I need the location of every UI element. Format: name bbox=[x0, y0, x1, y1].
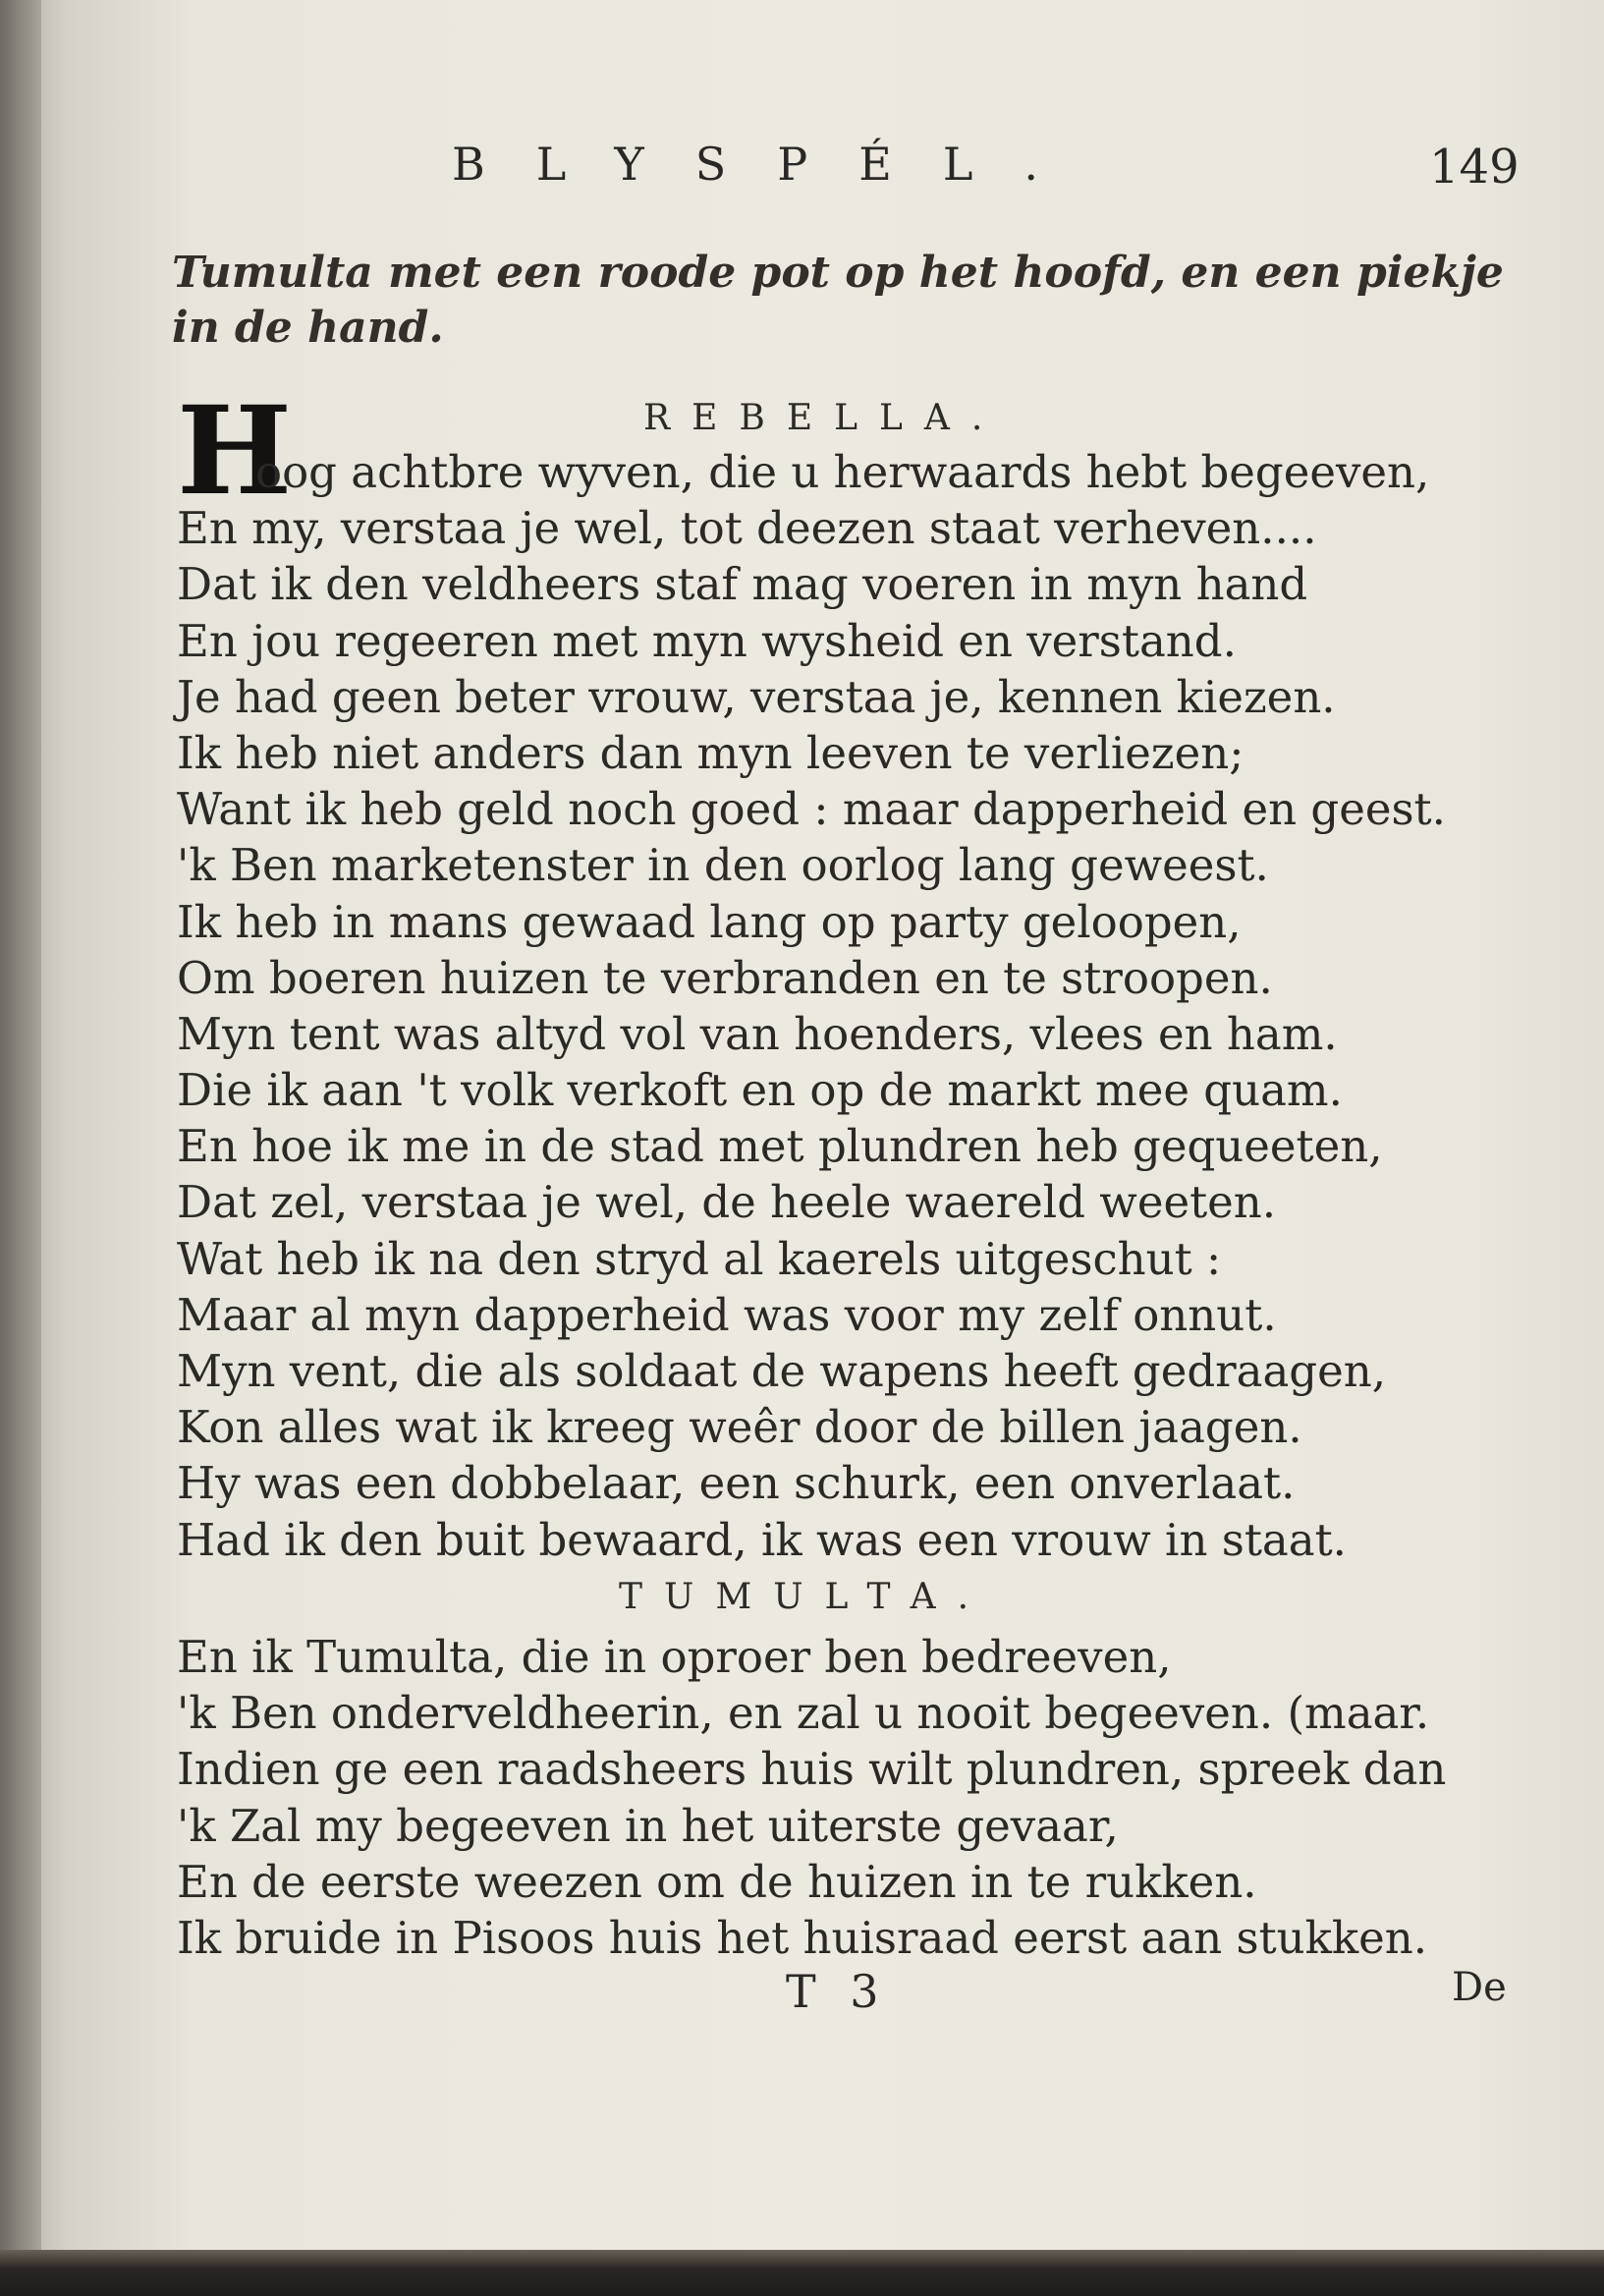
verse-rebella bbox=[177, 444, 1446, 1568]
drop-capital: H bbox=[177, 380, 293, 523]
verse-line: Ik bruide in Pisoos huis het huisraad eerst aan stukken. bbox=[177, 1911, 1428, 1964]
verse-line: En ik Tumulta, die in oproer ben bedreeven, bbox=[177, 1631, 1172, 1683]
verse-line: Dat ik den veldheers staf mag voeren in myn hand bbox=[177, 558, 1308, 611]
verse-line: Die ik aan 't volk verkoft en op de markt mee quam. bbox=[177, 1064, 1343, 1117]
verse-line: Ik heb in mans gewaad lang op party geloopen, bbox=[177, 895, 1242, 948]
verse-line: Wat heb ik na den stryd al kaerels uitgeschut : bbox=[177, 1232, 1222, 1285]
scan-bottom-edge bbox=[0, 2250, 1604, 2296]
verse-line: En de eerste weezen om de huizen in te rukken. bbox=[177, 1855, 1257, 1908]
verse-line: Had ik den buit bewaard, ik was een vrouw in staat. bbox=[177, 1513, 1347, 1566]
verse-tumulta bbox=[177, 1629, 1446, 1966]
speaker-rebella: REBELLA. bbox=[643, 398, 1005, 438]
verse-line: Indien ge een raadsheers huis wilt plundren, spreek dan bbox=[177, 1743, 1447, 1796]
verse-line: En my, verstaa je wel, tot deezen staat verheven.... bbox=[177, 502, 1317, 555]
verse-line: Om boeren huizen te verbranden en te stroopen. bbox=[177, 951, 1273, 1004]
verse-line: Je had geen beter vrouw, verstaa je, kennen kiezen. bbox=[177, 670, 1336, 723]
speaker-tumulta: TUMULTA. bbox=[619, 1577, 991, 1617]
verse-line: Dat zel, verstaa je wel, de heele waereld weeten. bbox=[177, 1176, 1277, 1229]
verse-line: Maar al myn dapperheid was voor my zelf onnut. bbox=[177, 1288, 1277, 1341]
verse-line: Myn tent was altyd vol van hoenders, vlees en ham. bbox=[177, 1007, 1338, 1060]
verse-line: 'k Ben marketenster in den oorlog lang geweest. bbox=[177, 839, 1269, 892]
verse-line: Ik heb niet anders dan myn leeven te verliezen; bbox=[177, 726, 1244, 779]
verse-line: Want ik heb geld noch goed : maar dapperheid en geest. bbox=[177, 783, 1446, 836]
verse-line: oog achtbre wyven, die u herwaards hebt begeeven, bbox=[255, 446, 1430, 498]
stage-direction: Tumulta met een roode pot op het hoofd, en een piekje in de hand. bbox=[172, 248, 1504, 353]
signature-mark: T 3 bbox=[786, 1965, 889, 2018]
verse-line: 'k Ben onderveldheerin, en zal u nooit begeeven. (maar. bbox=[177, 1687, 1430, 1740]
verse-line: 'k Zal my begeeven in het uiterste gevaar, bbox=[177, 1799, 1119, 1852]
catchword: De bbox=[1452, 1965, 1507, 2010]
verse-line: En hoe ik me in de stad met plundren heb gequeeten, bbox=[177, 1120, 1383, 1173]
verse-line: Hy was een dobbelaar, een schurk, een onverlaat. bbox=[177, 1457, 1296, 1510]
running-header: BLYSPÉL. bbox=[452, 138, 1089, 191]
verse-line: Myn vent, die als soldaat de wapens heeft gedraagen, bbox=[177, 1345, 1387, 1397]
verse-line: En jou regeeren met myn wysheid en verstand. bbox=[177, 614, 1237, 667]
page-gutter bbox=[0, 0, 41, 2260]
verse-line: Kon alles wat ik kreeg weêr door de billen jaagen. bbox=[177, 1401, 1302, 1454]
page-number: 149 bbox=[1429, 140, 1520, 195]
